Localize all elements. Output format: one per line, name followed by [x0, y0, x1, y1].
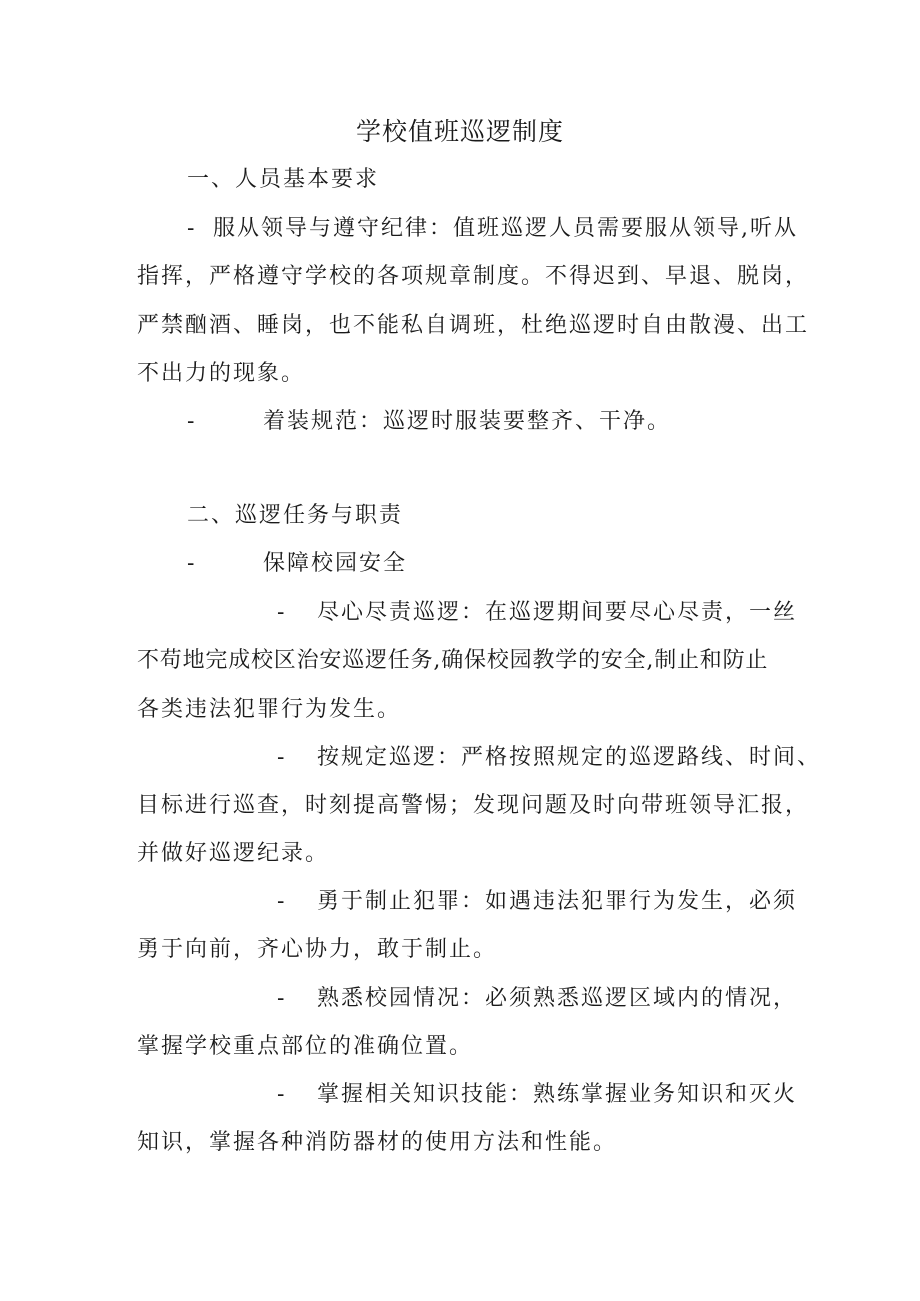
- point-5-dash: -: [277, 1082, 287, 1107]
- point-1-line-3: 各类违法犯罪行为发生。: [137, 697, 402, 722]
- point-4-line-1: 熟悉校园情况：必须熟悉巡逻区域内的情况，: [317, 986, 798, 1011]
- point-3-line-2: 勇于向前，齐心协力，敢于制止。: [137, 937, 498, 962]
- point-2-line-3: 并做好巡逻纪录。: [137, 841, 330, 866]
- item-1-line-4: 不出力的现象。: [137, 361, 306, 386]
- item-2-dash: -: [187, 409, 197, 434]
- point-3-dash: -: [277, 889, 287, 914]
- point-4-line-2: 掌握学校重点部位的准确位置。: [137, 1034, 474, 1059]
- point-3-line-1: 勇于制止犯罪：如遇违法犯罪行为发生，必须: [317, 889, 798, 914]
- document-title: 学校值班巡逻制度: [355, 117, 564, 146]
- section-2-heading: 二、巡逻任务与职责: [187, 503, 404, 528]
- point-1-line-2: 不苟地完成校区治安巡逻任务,确保校园教学的安全,制止和防止: [137, 648, 769, 673]
- item-1-line-1: 服从领导与遵守纪律：值班巡逻人员需要服从领导,听从: [213, 216, 798, 241]
- point-2-dash: -: [277, 745, 287, 770]
- sub-heading-text: 保障校园安全: [263, 551, 408, 576]
- point-1-dash: -: [277, 600, 287, 625]
- point-2-line-1: 按规定巡逻：严格按照规定的巡逻路线、时间、: [317, 745, 822, 770]
- item-1-dash: -: [187, 216, 197, 241]
- point-2-line-2: 目标进行巡查，时刻提高警惕；发现问题及时向带班领导汇报，: [137, 793, 810, 818]
- sub-dash: -: [187, 551, 197, 576]
- point-5-line-1: 掌握相关知识技能：熟练掌握业务知识和灭火: [317, 1082, 798, 1107]
- section-1-heading: 一、人员基本要求: [187, 167, 380, 192]
- point-1-line-1: 尽心尽责巡逻：在巡逻期间要尽心尽责，一丝: [317, 600, 798, 625]
- point-4-dash: -: [277, 986, 287, 1011]
- item-2-text: 着装规范：巡逻时服装要整齐、干净。: [263, 409, 672, 434]
- item-1-line-3: 严禁酗酒、睡岗，也不能私自调班，杜绝巡逻时自由散漫、出工: [137, 313, 810, 338]
- point-5-line-2: 知识，掌握各种消防器材的使用方法和性能。: [137, 1130, 618, 1155]
- item-1-line-2: 指挥，严格遵守学校的各项规章制度。不得迟到、早退、脱岗，: [137, 264, 810, 289]
